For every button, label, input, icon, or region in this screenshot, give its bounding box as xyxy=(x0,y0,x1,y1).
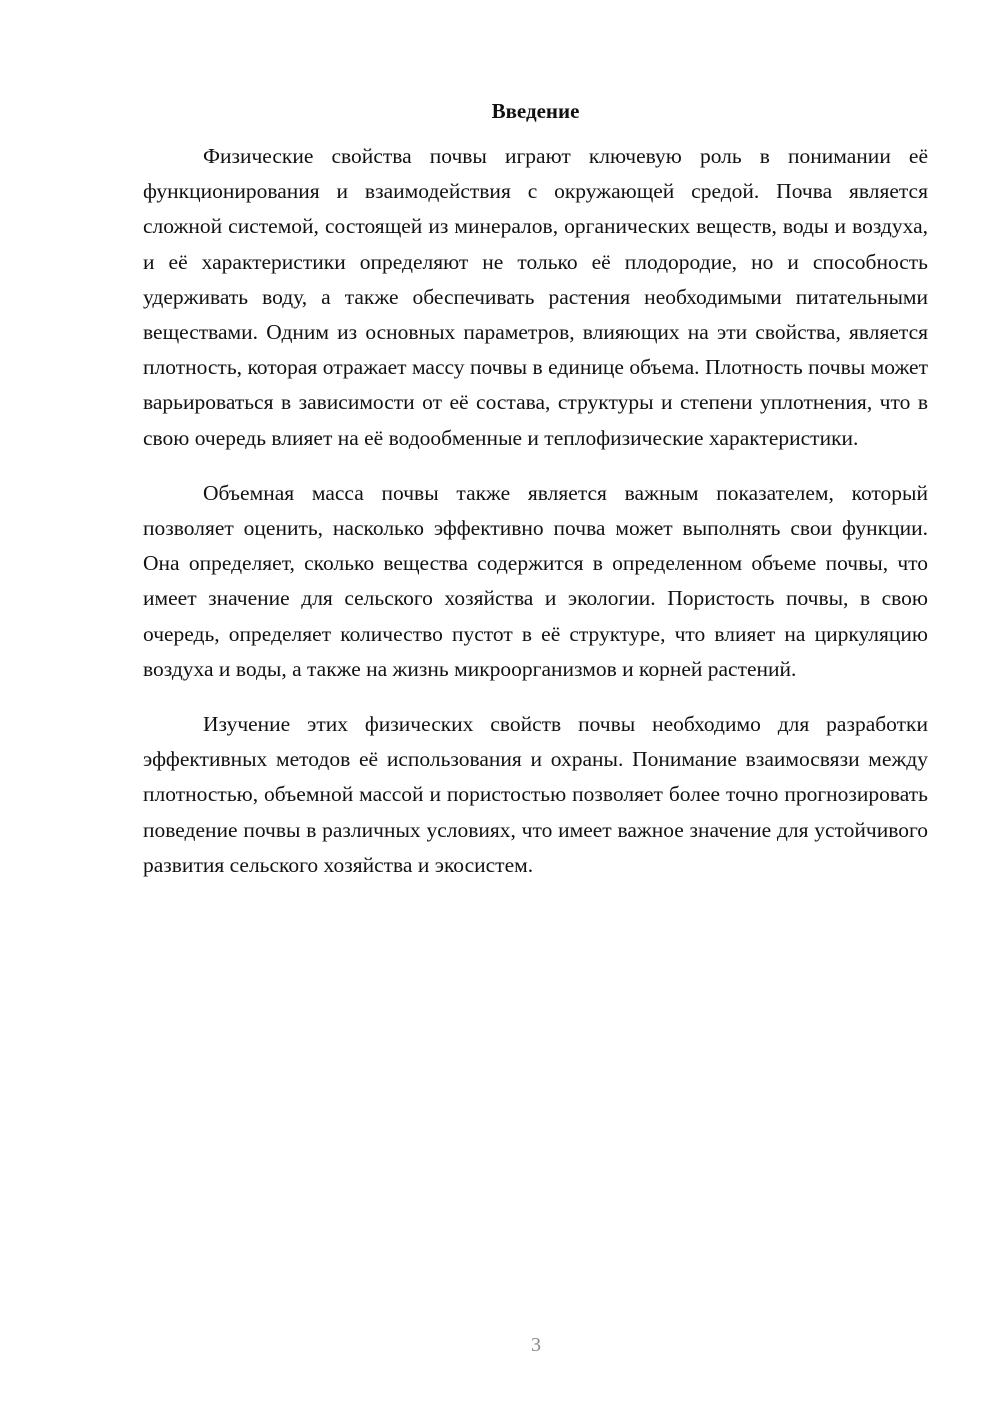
paragraph: Объемная масса почвы также является важным показателем, который позволяет оценить, насколько эффективно почва может выполнять свои функции. Она определяет, сколько вещества содержится в определенном объеме почвы, что имеет значение для сельского хозяйства и экологии. Пористость почвы, в свою очередь, определяет количество пустот в её структуре, что влияет на циркуляцию воздуха и воды, а также на жизнь микроорганизмов и корней растений. xyxy=(143,480,928,681)
section-title: Введение xyxy=(491,99,580,123)
page-number: 3 xyxy=(531,1334,541,1356)
paragraph: Изучение этих физических свойств почвы необходимо для разработки эффективных методов её использования и охраны. Понимание взаимосвязи между плотностью, объемной массой и пористостью позволяет более точно прогнозировать поведение почвы в различных условиях, что имеет важное значение для устойчивого развития сельского хозяйства и экосистем. xyxy=(143,712,928,877)
paragraph: Физические свойства почвы играют ключевую роль в понимании её функционирования и взаимодействия с окружающей средой. Почва является сложной системой, состоящей из минералов, органических веществ, воды и воздуха, и её характеристики определяют не только её плодородие, но и способность удерживать воду, а также обеспечивать растения необходимыми питательными веществами. Одним из основных параметров, влияющих на эти свойства, является плотность, которая отражает массу почвы в единице объема. Плотность почвы может варьироваться в зависимости от её состава, структуры и степени уплотнения, что в свою очередь влияет на её водообменные и теплофизические характеристики. xyxy=(143,144,928,450)
document-body xyxy=(143,98,928,903)
